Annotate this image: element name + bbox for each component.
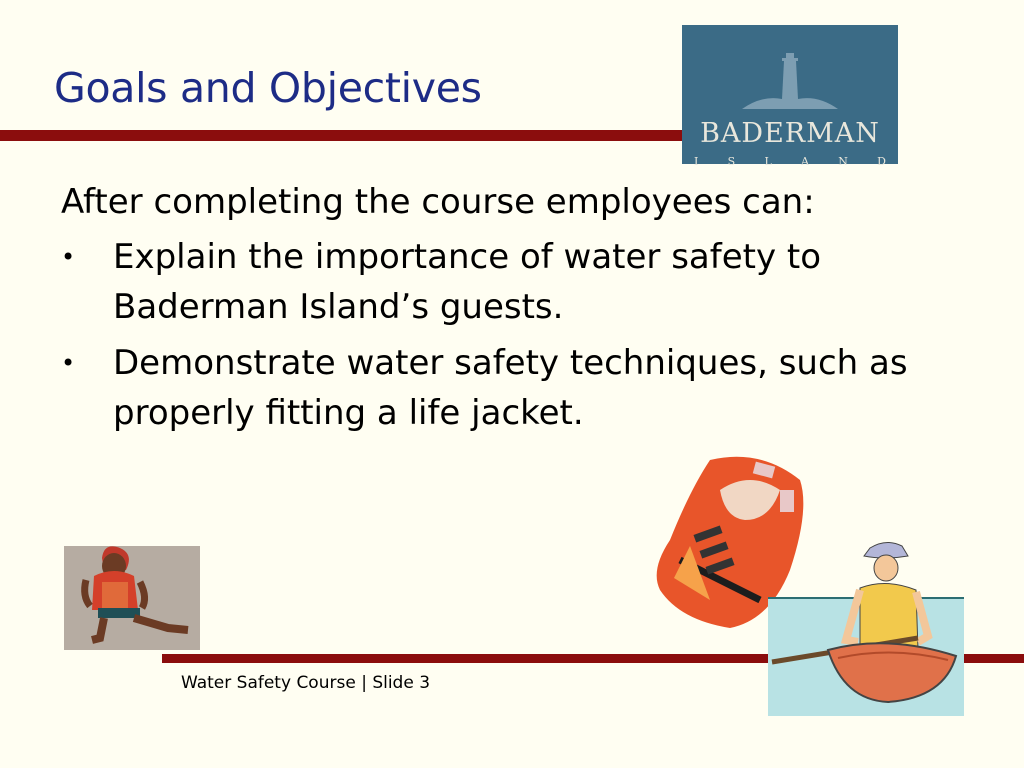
logo-subtitle-letter: I <box>694 155 699 168</box>
intro-text: After completing the course employees can: <box>61 182 815 222</box>
slide-footer: Water Safety Course | Slide 3 <box>181 673 431 693</box>
bullet-text: Explain the importance of water safety to Baderman Island’s guests. <box>113 237 822 327</box>
title-divider <box>0 130 684 141</box>
baby-life-jacket-image <box>64 546 200 650</box>
bullet-item <box>61 338 961 438</box>
baderman-island-logo <box>682 25 898 168</box>
logo-subtitle-letter: A <box>801 155 809 168</box>
bullet-text: Demonstrate water safety techniques, such as properly fitting a life jacket. <box>113 343 908 433</box>
bullet-point: • <box>61 243 76 271</box>
baby-illustration <box>64 546 200 650</box>
slide-title: Goals and Objectives <box>54 64 482 112</box>
logo-subtitle-letter: S <box>727 155 736 168</box>
logo-subtitle <box>694 155 886 168</box>
logo-subtitle-letter: L <box>764 155 772 168</box>
logo-subtitle-letter: D <box>877 155 886 168</box>
canoe-image <box>768 538 964 720</box>
logo-wordmark: BADERMAN <box>700 118 880 149</box>
bullet-point: • <box>61 349 76 377</box>
logo-subtitle-letter: N <box>838 155 848 168</box>
slide-body <box>61 178 961 444</box>
woman-canoe-illustration <box>768 538 964 716</box>
bullet-item <box>61 232 961 332</box>
